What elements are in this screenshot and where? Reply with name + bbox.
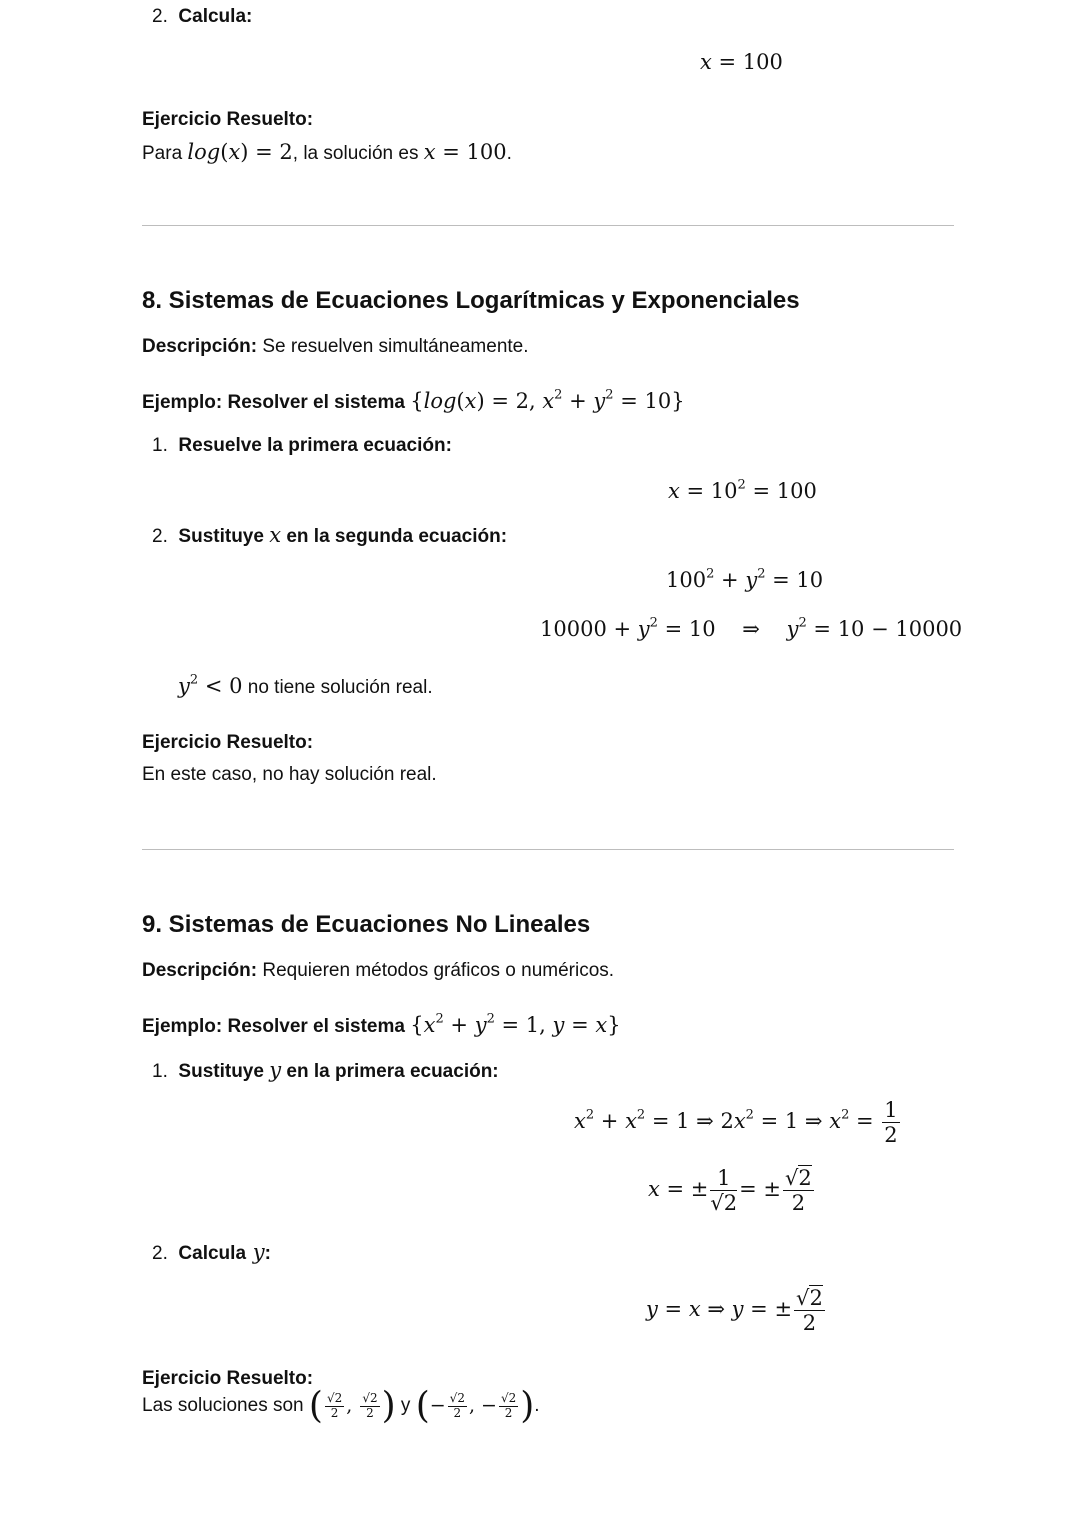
fraction: $\frac{√2}{2}$: [796, 1286, 823, 1336]
equation-x-plus-minus: x = ± $\frac{1}{√2}$ = ± $\frac{√2}{2}$: [648, 1166, 812, 1216]
fraction: $\frac{1}{2}$: [884, 1098, 898, 1148]
list-number: 2.: [152, 526, 168, 547]
section-8-step-2: [152, 522, 507, 550]
inline-math: x: [269, 523, 282, 547]
step-text: Calcula: [178, 1243, 247, 1264]
section-8-example: [142, 388, 685, 416]
inline-math: {$x^2 + y^2 = 1$, y = x}: [410, 1011, 621, 1037]
section-8-note: [178, 673, 433, 701]
list-number: 2.: [152, 1243, 168, 1264]
resolved-statement: [142, 139, 512, 167]
divider: [142, 225, 954, 226]
resolved-suffix: .: [506, 143, 512, 164]
list-number: 1.: [152, 1061, 168, 1082]
resolved-suffix: .: [534, 1395, 540, 1417]
inline-math: ( $\frac{√2}{2}$ , $\frac{√2}{2}$ ): [308, 1385, 396, 1427]
desc-text: Requieren métodos gráficos o numéricos.: [257, 960, 615, 981]
step-text: Calcula:: [178, 6, 253, 27]
example-label: Ejemplo: Resolver el sistema: [142, 392, 405, 413]
inline-math: y: [269, 1058, 282, 1082]
resolved-conj: y: [400, 1395, 411, 1417]
inline-math: (− $\frac{√2}{2}$ , − $\frac{√2}{2}$ ): [415, 1385, 535, 1427]
equation-10000: $10000 + y^2 = 10$ ⇒ $y^2 = 10 - 10000$: [540, 615, 963, 641]
fraction: $\frac{1}{√2}$: [710, 1166, 738, 1216]
section-9-title: 9. Sistemas de Ecuaciones No Lineales: [142, 911, 591, 938]
resolved-prefix: Las soluciones son: [142, 1395, 304, 1417]
section-9-description: [142, 958, 614, 984]
inline-math: y: [246, 1240, 265, 1264]
section-9-step-1: [152, 1057, 499, 1085]
note-text: no tiene solución real.: [247, 677, 433, 698]
step-text: Sustituye: [178, 526, 264, 547]
resolved-statement: [142, 1385, 540, 1427]
step-text: en la primera ecuación:: [286, 1061, 499, 1082]
desc-text: Se resuelven simultáneamente.: [257, 336, 529, 357]
inline-math: x = 100: [423, 140, 507, 164]
equation-y-plus-minus: y = x ⇒ y = ± $\frac{√2}{2}$: [646, 1286, 823, 1336]
inline-math: log(x) = 2: [187, 140, 293, 164]
resolved-heading: Ejercicio Resuelto:: [142, 1368, 314, 1389]
desc-label: Descripción:: [142, 336, 258, 357]
section-9-step-2: 2. Calcula y:: [152, 1240, 271, 1264]
step-text: Sustituye: [178, 1061, 264, 1082]
list-number: 1.: [152, 435, 168, 456]
inline-math: {log(x) = 2, $x^2 + y^2 = 10$}: [410, 387, 685, 413]
section-9-example: [142, 1012, 621, 1040]
resolved-prefix: Para: [142, 143, 183, 164]
desc-label: Descripción:: [142, 960, 258, 981]
equation-x-squared-half: $x^2 + x^2 = 1$ ⇒ $2x^2 = 1$ ⇒ $x^2$ = $\frac{1}{2}$: [574, 1098, 898, 1148]
step-2-calcula: [152, 4, 252, 30]
resolved-mid: , la solución es: [292, 143, 419, 164]
step-text: en la segunda ecuación:: [286, 526, 508, 547]
section-8-step-1: [152, 433, 452, 459]
equation-100-squared: $100^2 + y^2 = 10$: [666, 566, 824, 592]
resolved-statement: En este caso, no hay solución real.: [142, 764, 437, 785]
resolved-heading: Ejercicio Resuelto:: [142, 732, 314, 753]
equation-x-10-squared: $x = 10^2 = 100$: [668, 477, 817, 503]
section-8-title: 8. Sistemas de Ecuaciones Logarítmicas y Exponenciales: [142, 287, 800, 314]
divider: [142, 849, 954, 850]
fraction: $\frac{√2}{2}$: [785, 1166, 812, 1216]
section-8-description: [142, 334, 529, 360]
step-text: Resuelve la primera ecuación:: [178, 435, 452, 456]
equation-x-100: x = 100: [700, 50, 783, 74]
list-number: 2.: [152, 6, 168, 27]
example-label: Ejemplo: Resolver el sistema: [142, 1016, 405, 1037]
resolved-heading: Ejercicio Resuelto:: [142, 109, 314, 130]
inline-math: $y^2 < 0$: [178, 672, 243, 698]
